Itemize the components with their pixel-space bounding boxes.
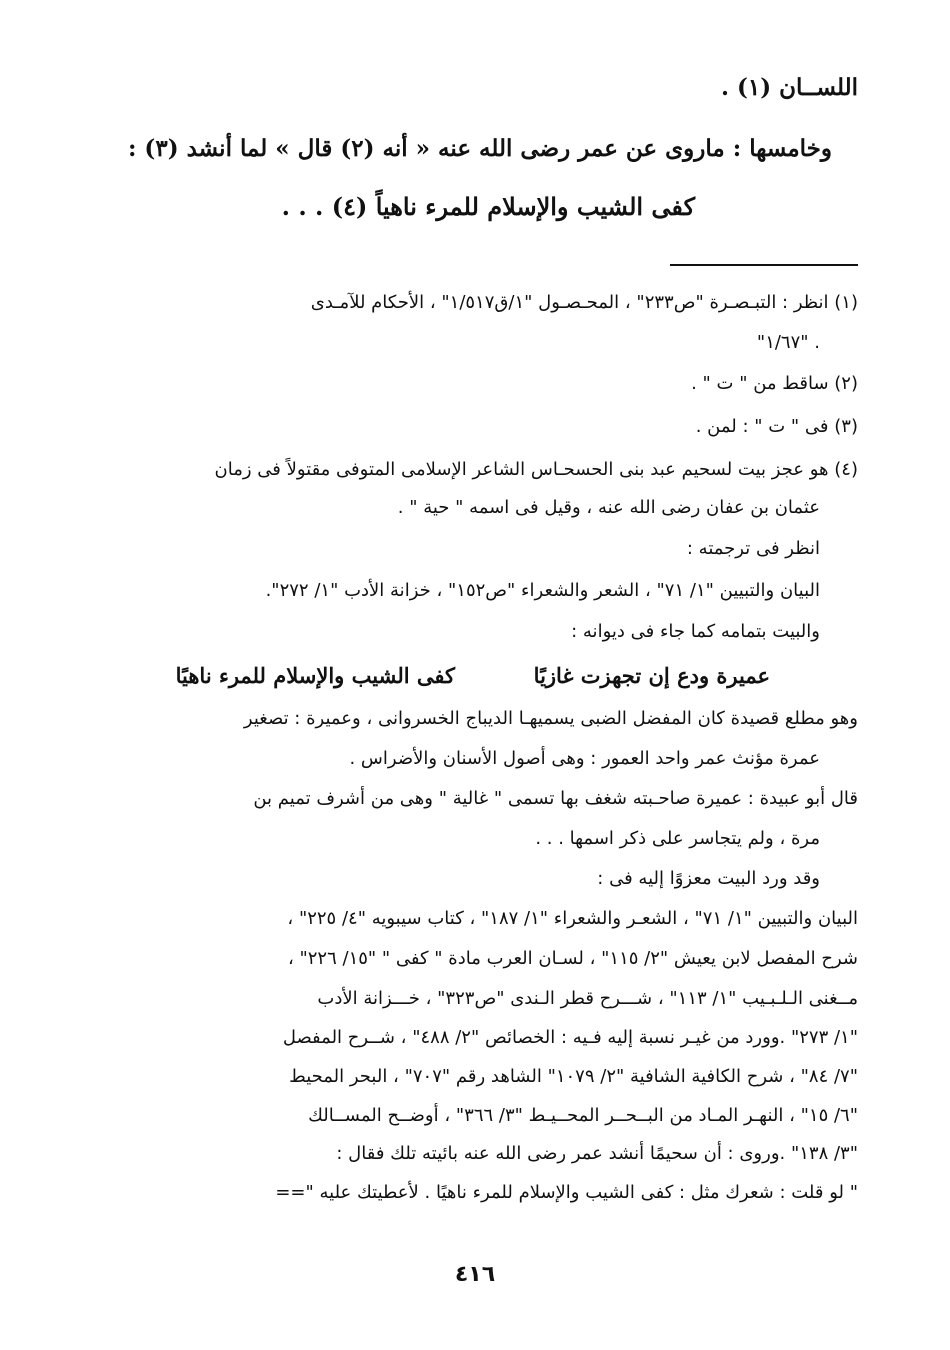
verse-first-hemistich: عميرة ودع إن تجهزت غازيًا [533,663,770,688]
main-verse-line: كفى الشيب والإسلام للمرء ناهياً (٤) . . . [281,192,695,221]
verse-second-hemistich: كفى الشيب والإسلام للمرء ناهيًا [175,663,455,688]
footnote-4-para-4-line-2: شرح المفصل لابن يعيش "٢/ ١١٥" ، لسـان العرب مادة " كفى " "١٥/ ٢٢٦" ، [287,948,858,969]
footnote-4-para-4-line-5: "٧/ ٨٤" ، شرح الكافية الشافية "٢/ ١٠٧٩" الشاهد رقم "٧٠٧" ، البحر المحيط [289,1066,858,1087]
footnote-4-para-5: " لو قلت : شعرك مثل : كفى الشيب والإسلام للمرء ناهيًا . لأعطيتك عليه "== [275,1182,858,1203]
footnote-4-para-2-line-1: قال أبو عبيدة : عميرة صاحـبته شغف بها تسمى " غالية " وهى من أشرف تميم بن [253,788,858,809]
footnote-4-para-1-line-1: وهو مطلع قصيدة كان المفضل الضبى يسميهـا الديباج الخسروانى ، وعميرة : تصغير [243,708,858,729]
footnote-4-line-2: عثمان بن عفان رضى الله عنه ، وقيل فى اسمه " حية " . [397,497,820,518]
footnote-1-line-1: (١) انظر : التبـصـرة "ص٢٣٣" ، المحـصـول "١/ق١/٥١٧" ، الأحكام للآمـدى [310,292,858,313]
main-text-line-2: وخامسها : ماروى عن عمر رضى الله عنه « أنه (٢) قال » لما أنشد (٣) : [127,135,832,162]
footnote-4-para-2-line-2: مرة ، ولم يتجاسر على ذكر اسمها . . . [535,828,820,849]
footnote-4-para-4-line-4: "١/ ٢٧٣" .وورد من غيـر نسبة إليه فـيه : الخصائص "٢/ ٤٨٨" ، شــرح المفصل [282,1027,858,1048]
footnote-1-line-2: "١/٦٧" . [756,332,820,353]
footnote-4-para-4-line-1: البيان والتبيين "١/ ٧١" ، الشعـر والشعراء "١/ ١٨٧" ، كتاب سيبويه "٤/ ٢٢٥" ، [287,908,858,929]
footnote-2: (٢) ساقط من " ت " . [691,373,858,394]
footnote-separator-rule [670,264,858,266]
footnote-4-line-4: البيان والتبيين "١/ ٧١" ، الشعر والشعراء "ص١٥٢" ، خزانة الأدب "١/ ٢٧٢". [265,580,820,601]
footnote-4-para-3: وقد ورد البيت معزوًا إليه فى : [597,868,820,889]
main-text-line-1: اللســان (١) . [720,74,858,101]
footnote-4-para-1-line-2: عمرة مؤنث عمر واحد العمور : وهى أصول الأسنان والأضراس . [349,748,820,769]
footnote-4-para-4-line-7: "٣/ ١٣٨" .وروى : أن سحيمًا أنشد عمر رضى الله عنه بائيته تلك فقال : [336,1143,858,1164]
footnote-4-line-5: والبيت بتمامه كما جاء فى ديوانه : [571,621,820,642]
footnote-3: (٣) فى " ت " : لمن . [695,416,858,437]
page-number: ٤١٦ [454,1262,496,1287]
footnote-4-para-4-line-6: "٦/ ١٥" ، النهـر المـاد من البــحــر المحــيـط "٣/ ٣٦٦" ، أوضــح المســالك [308,1105,858,1126]
footnote-4-para-4-line-3: مــغنى الـلـبـيب "١/ ١١٣" ، شـــرح قطر الـندى "ص٣٢٣" ، خـــزانة الأدب [317,988,858,1009]
footnote-4-line-1: (٤) هو عجز بيت لسحيم عبد بنى الحسحـاس الشاعر الإسلامى المتوفى مقتولاً فى زمان [214,459,858,480]
footnote-4-line-3: انظر فى ترجمته : [686,538,820,559]
